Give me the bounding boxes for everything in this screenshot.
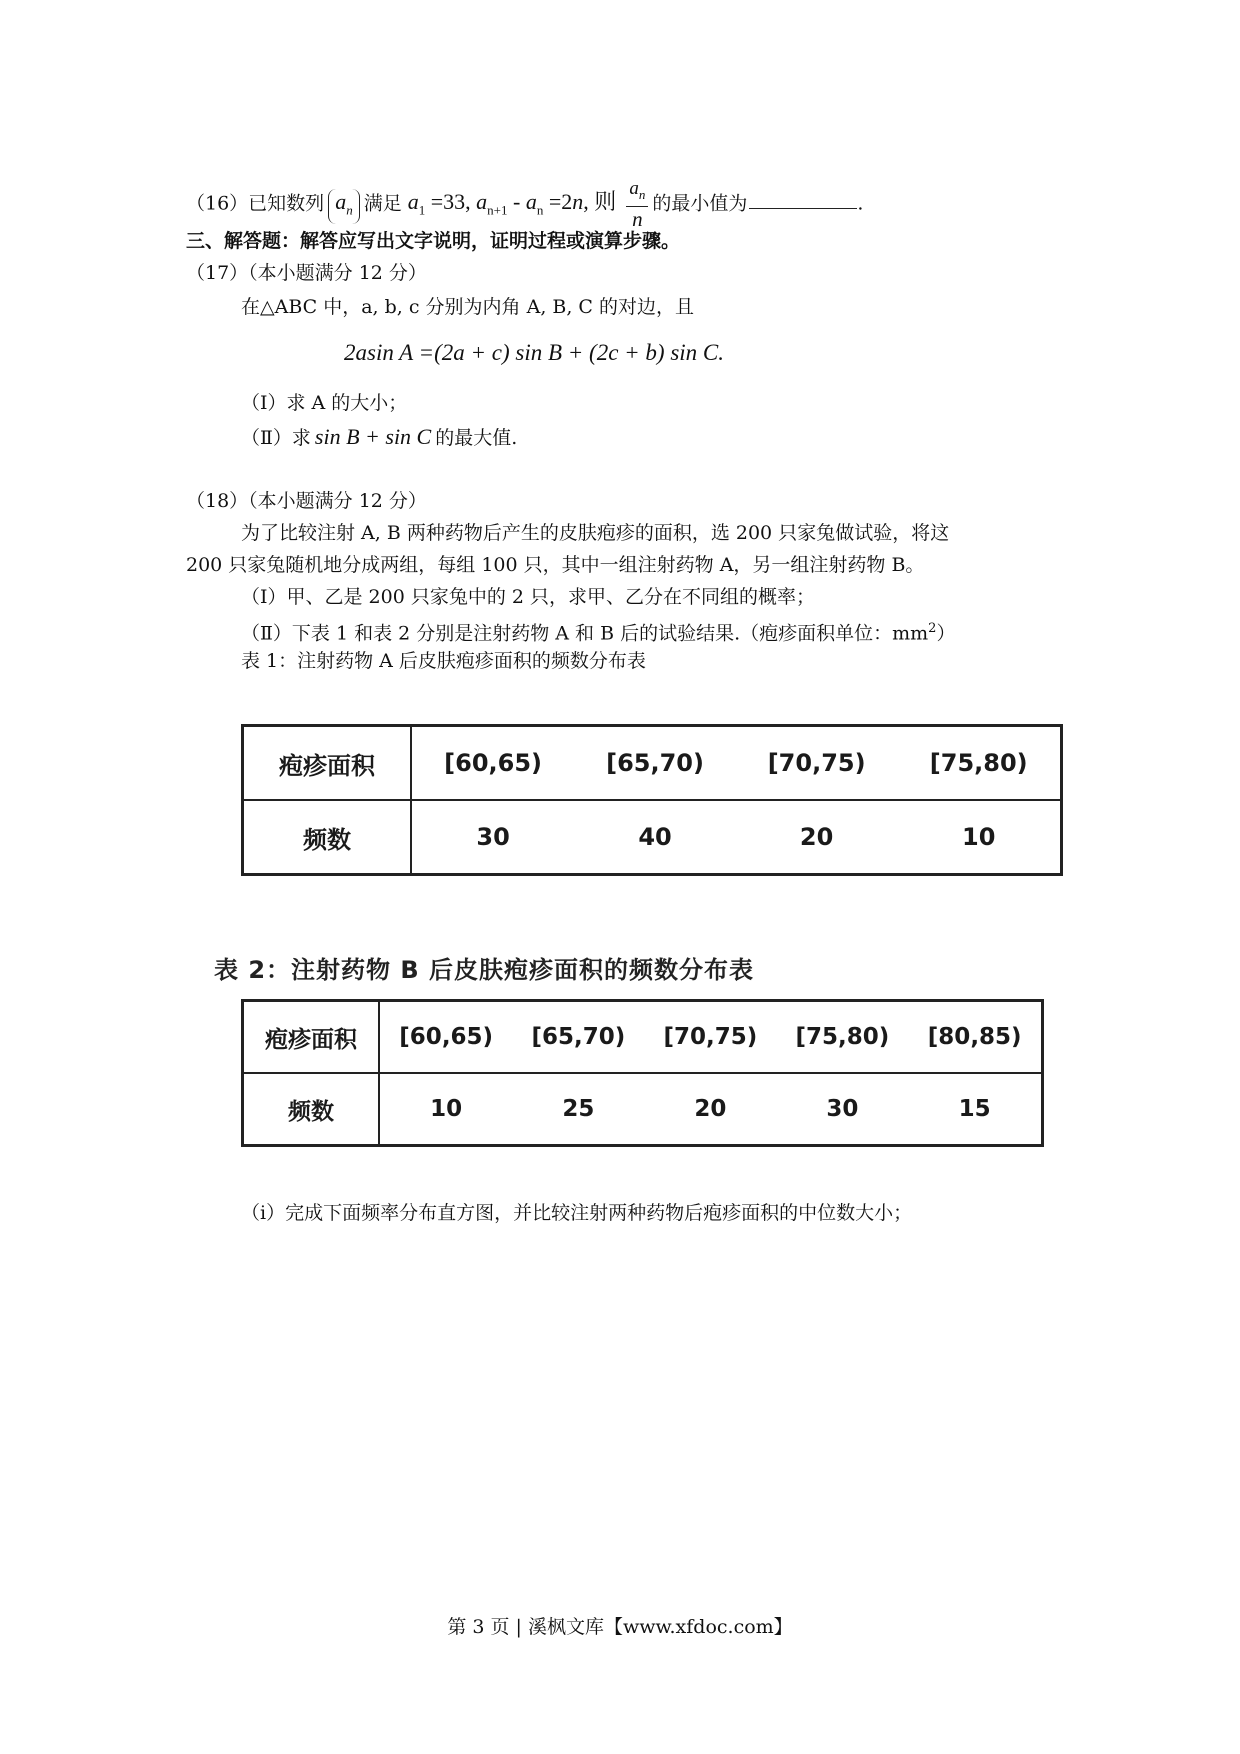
table2-frequency	[241, 999, 1044, 1147]
table2-interval: [60,65)	[379, 1001, 512, 1074]
table1-count: 20	[736, 800, 898, 875]
q18-paragraph-line1: 为了比较注射 A, B 两种药物后产生的皮肤疱疹的面积，选 200 只家兔做试验，将这	[241, 522, 950, 544]
table2-interval: [65,70)	[512, 1001, 644, 1074]
table2-count: 30	[776, 1073, 908, 1146]
q18-paragraph-line2: 200 只家兔随机地分成两组，每组 100 只，其中一组注射药物 A，另一组注射药物 B。	[186, 554, 925, 576]
q16-line: （16）已知数列 $a_n$ 满足 $a_1 =33$, $a_{n+1} - a_n =2n$, 则 $\frac{a_n}{n}$ 的最小值为 .	[186, 178, 864, 231]
q18-part2: （Ⅱ）下表 1 和表 2 分别是注射药物 A 和 B 后的试验结果.（疱疹面积单位：$mm^2$）	[241, 621, 956, 645]
q17-part1: （Ⅰ）求 A 的大小；	[241, 392, 408, 414]
q16-lead: （16）已知数列	[186, 192, 325, 215]
table2-caption: 表 2：注射药物 B 后皮肤疱疹面积的频数分布表	[214, 956, 755, 984]
q16-satisfy: 满足	[363, 192, 402, 215]
table2-count: 15	[908, 1073, 1042, 1146]
q17-equation: 2asin A =(2a + c) sin B + (2c + b) sin C.	[344, 340, 725, 365]
table1-header-area: 疱疹面积	[243, 726, 412, 801]
table1-count: 30	[411, 800, 574, 875]
table1-interval: [65,70)	[574, 726, 736, 801]
table-row	[243, 1001, 1043, 1074]
table2-header-count: 频数	[243, 1073, 380, 1146]
q16-condition: $a_1 =33$, $a_{n+1} - a_n =2n$, 则	[407, 189, 617, 218]
table2-count: 10	[379, 1073, 512, 1146]
table1-interval: [70,75)	[736, 726, 898, 801]
table2-interval: [70,75)	[644, 1001, 776, 1074]
table1-count: 40	[574, 800, 736, 875]
table1-interval: [60,65)	[411, 726, 574, 801]
table1-caption: 表 1：注射药物 A 后皮肤疱疹面积的频数分布表	[241, 650, 646, 672]
table1-count: 10	[897, 800, 1061, 875]
table2-count: 20	[644, 1073, 776, 1146]
q17-header: （17）（本小题满分 12 分）	[186, 262, 427, 284]
q16-sequence: $a_n$	[328, 189, 360, 223]
table1-frequency	[241, 724, 1063, 876]
q18-subpart-i: （ⅰ）完成下面频率分布直方图，并比较注射两种药物后疱疹面积的中位数大小；	[241, 1202, 913, 1224]
q18-header: （18）（本小题满分 12 分）	[186, 490, 427, 512]
q17-part2: （Ⅱ）求 sin B + sin C 的最大值.	[241, 424, 518, 449]
table2-header-area: 疱疹面积	[243, 1001, 380, 1074]
q17-intro: 在△ABC 中，a, b, c 分别为内角 A, B, C 的对边，且	[241, 296, 695, 318]
q16-answer-blank	[749, 190, 857, 209]
table1-interval: [75,80)	[897, 726, 1061, 801]
page-footer: 第 3 页 | 溪枫文库【www.xfdoc.com】	[447, 1616, 793, 1638]
table1-header-count: 频数	[243, 800, 412, 875]
q16-tail: 的最小值为	[652, 192, 748, 215]
q16-fraction: $\frac{a_n}{n}$	[626, 178, 648, 231]
table2-interval: [75,80)	[776, 1001, 908, 1074]
table2-count: 25	[512, 1073, 644, 1146]
q18-part1: （Ⅰ）甲、乙是 200 只家兔中的 2 只，求甲、乙分在不同组的概率；	[241, 586, 816, 608]
table-row	[243, 800, 1062, 875]
section3-title: 三、解答题：解答应写出文字说明，证明过程或演算步骤。	[186, 230, 681, 252]
table-row	[243, 1073, 1043, 1146]
table-row	[243, 726, 1062, 801]
table2-interval: [80,85)	[908, 1001, 1042, 1074]
